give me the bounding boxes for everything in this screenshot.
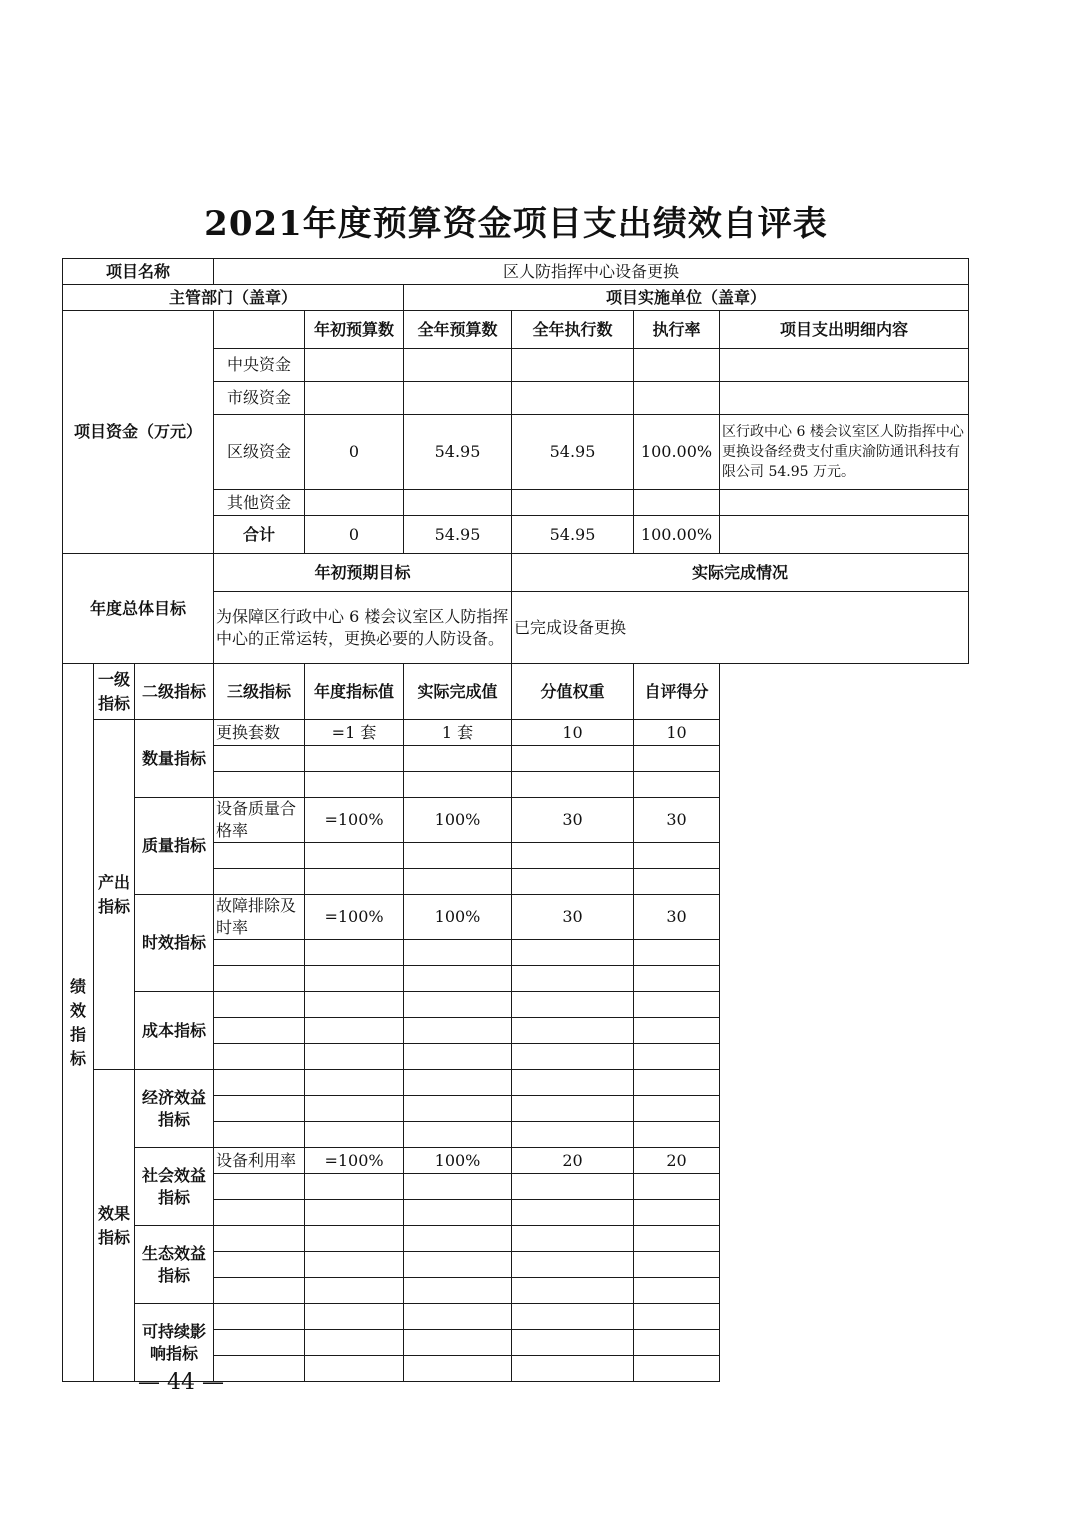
col-executed: 全年执行数: [512, 311, 634, 349]
empty-cell: [404, 1044, 512, 1070]
empty-cell: [634, 1018, 720, 1044]
indicator-name: 更换套数: [214, 720, 305, 746]
indicator-name: 设备质量合格率: [214, 798, 305, 843]
col-detail: 项目支出明细内容: [720, 311, 969, 349]
fund-row-name: 市级资金: [214, 382, 305, 415]
col-weight: 分值权重: [512, 664, 634, 720]
empty-cell: [404, 746, 512, 772]
empty-cell: [305, 1252, 404, 1278]
fund-row-name: 其他资金: [214, 490, 305, 516]
project-name-label: 项目名称: [63, 259, 214, 285]
empty-cell: [305, 1096, 404, 1122]
col-level2: 二级指标: [135, 664, 214, 720]
empty-cell: [634, 1174, 720, 1200]
empty-cell: [512, 1070, 634, 1096]
page-number: — 44 —: [138, 1370, 224, 1395]
empty-cell: [214, 869, 305, 895]
indicator-actual: 1 套: [404, 720, 512, 746]
empty-cell: [634, 1044, 720, 1070]
empty-cell: [305, 1122, 404, 1148]
fund-detail: [720, 490, 969, 516]
social-label: 社会效益指标: [135, 1148, 214, 1226]
empty-cell: [214, 1096, 305, 1122]
fund-total-annual: 54.95: [404, 516, 512, 554]
indicator-target: =1 套: [305, 720, 404, 746]
empty-cell: [634, 772, 720, 798]
indicator-weight: 30: [512, 895, 634, 940]
empty-cell: [305, 1018, 404, 1044]
fund-detail: [720, 382, 969, 415]
empty-cell: [305, 992, 404, 1018]
empty-cell: [305, 1200, 404, 1226]
fund-initial: 0: [305, 415, 404, 490]
empty-cell: [634, 992, 720, 1018]
empty-cell: [512, 746, 634, 772]
empty-cell: [404, 1356, 512, 1382]
empty-cell: [512, 1174, 634, 1200]
fund-total-executed: 54.95: [512, 516, 634, 554]
empty-cell: [512, 1200, 634, 1226]
empty-cell: [512, 1356, 634, 1382]
empty-cell: [404, 1226, 512, 1252]
empty-cell: [214, 1018, 305, 1044]
effect-indicators-label: 效果指标: [94, 1070, 135, 1382]
empty-cell: [634, 1330, 720, 1356]
empty-cell: [214, 1356, 305, 1382]
empty-cell: [512, 869, 634, 895]
output-indicators-label: 产出指标: [94, 720, 135, 1070]
empty-cell: [214, 1200, 305, 1226]
empty-cell: [634, 869, 720, 895]
empty-cell: [305, 843, 404, 869]
empty-cell: [214, 1122, 305, 1148]
indicator-score: 10: [634, 720, 720, 746]
empty-cell: [214, 746, 305, 772]
empty-cell: [634, 1304, 720, 1330]
empty-cell: [214, 966, 305, 992]
empty-cell: [305, 1044, 404, 1070]
impl-unit-label: 项目实施单位（盖章）: [404, 285, 969, 311]
empty-cell: [305, 940, 404, 966]
fund-rate: [634, 490, 720, 516]
timeliness-label: 时效指标: [135, 895, 214, 992]
empty-cell: [634, 1200, 720, 1226]
indicator-name: 故障排除及时率: [214, 895, 305, 940]
empty-cell: [512, 1122, 634, 1148]
empty-cell: [214, 772, 305, 798]
col-initial: 年初预算数: [305, 311, 404, 349]
empty-cell: [305, 1226, 404, 1252]
empty-cell: [512, 843, 634, 869]
empty-cell: [634, 966, 720, 992]
col-level1: 一级指标: [94, 664, 135, 720]
fund-row-name: 中央资金: [214, 349, 305, 382]
fund-total-rate: 100.00%: [634, 516, 720, 554]
empty-cell: [512, 1330, 634, 1356]
indicator-weight: 20: [512, 1148, 634, 1174]
fund-detail: 区行政中心 6 楼会议室区人防指挥中心更换设备经费支付重庆渝防通讯科技有限公司 54.95 万元。: [720, 415, 969, 490]
fund-rate: 100.00%: [634, 415, 720, 490]
fund-executed: 54.95: [512, 415, 634, 490]
empty-cell: [214, 1226, 305, 1252]
empty-cell: [214, 992, 305, 1018]
empty-cell: [214, 1252, 305, 1278]
empty-cell: [404, 1252, 512, 1278]
empty-cell: [634, 746, 720, 772]
fund-detail: [720, 349, 969, 382]
empty-cell: [512, 1018, 634, 1044]
fund-initial: [305, 382, 404, 415]
empty-cell: [404, 1122, 512, 1148]
indicator-weight: 10: [512, 720, 634, 746]
empty-cell: [404, 1174, 512, 1200]
empty-cell: [512, 1304, 634, 1330]
document-title: 2021年度预算资金项目支出绩效自评表: [204, 204, 828, 244]
indicator-target: =100%: [305, 798, 404, 843]
empty-cell: [214, 1278, 305, 1304]
empty-cell: [214, 1174, 305, 1200]
empty-cell: [634, 843, 720, 869]
empty-cell: [634, 1226, 720, 1252]
sustainable-label: 可持续影响指标: [135, 1304, 214, 1382]
col-rate: 执行率: [634, 311, 720, 349]
fund-row-name: 区级资金: [214, 415, 305, 490]
empty-cell: [634, 1122, 720, 1148]
col-annual: 全年预算数: [404, 311, 512, 349]
empty-cell: [305, 966, 404, 992]
empty-cell: [512, 966, 634, 992]
fund-executed: [512, 490, 634, 516]
empty-cell: [512, 940, 634, 966]
indicator-actual: 100%: [404, 1148, 512, 1174]
fund-rate: [634, 349, 720, 382]
indicator-score: 30: [634, 798, 720, 843]
quality-label: 质量指标: [135, 798, 214, 895]
fund-executed: [512, 349, 634, 382]
indicators-section-label: 绩效指标: [63, 664, 94, 1382]
funds-corner-cell: [214, 311, 305, 349]
empty-cell: [305, 1278, 404, 1304]
empty-cell: [305, 869, 404, 895]
fund-annual: [404, 349, 512, 382]
empty-cell: [404, 1278, 512, 1304]
empty-cell: [305, 1304, 404, 1330]
fund-total-detail: [720, 516, 969, 554]
expected-goal-label: 年初预期目标: [214, 554, 512, 592]
empty-cell: [305, 772, 404, 798]
empty-cell: [305, 1330, 404, 1356]
empty-cell: [305, 746, 404, 772]
cost-label: 成本指标: [135, 992, 214, 1070]
empty-cell: [634, 1278, 720, 1304]
actual-goal-text: 已完成设备更换: [512, 592, 969, 664]
empty-cell: [404, 1304, 512, 1330]
expected-goal-text: 为保障区行政中心 6 楼会议室区人防指挥中心的正常运转，更换必要的人防设备。: [214, 592, 512, 664]
indicator-target: =100%: [305, 895, 404, 940]
empty-cell: [305, 1356, 404, 1382]
empty-cell: [404, 869, 512, 895]
indicator-weight: 30: [512, 798, 634, 843]
empty-cell: [634, 1252, 720, 1278]
empty-cell: [404, 1200, 512, 1226]
col-level3: 三级指标: [214, 664, 305, 720]
empty-cell: [512, 992, 634, 1018]
empty-cell: [512, 1044, 634, 1070]
empty-cell: [634, 1070, 720, 1096]
empty-cell: [214, 1304, 305, 1330]
indicator-score: 20: [634, 1148, 720, 1174]
fund-annual: [404, 382, 512, 415]
fund-executed: [512, 382, 634, 415]
empty-cell: [512, 1226, 634, 1252]
fund-initial: [305, 349, 404, 382]
fund-total-initial: 0: [305, 516, 404, 554]
fund-annual: 54.95: [404, 415, 512, 490]
empty-cell: [404, 992, 512, 1018]
fund-initial: [305, 490, 404, 516]
empty-cell: [404, 1018, 512, 1044]
empty-cell: [404, 940, 512, 966]
indicator-target: =100%: [305, 1148, 404, 1174]
project-name-value: 区人防指挥中心设备更换: [214, 259, 969, 285]
indicator-score: 30: [634, 895, 720, 940]
indicator-name: 设备利用率: [214, 1148, 305, 1174]
empty-cell: [512, 772, 634, 798]
empty-cell: [512, 1096, 634, 1122]
fund-total-label: 合计: [214, 516, 305, 554]
funds-label: 项目资金（万元）: [63, 311, 214, 554]
fund-annual: [404, 490, 512, 516]
empty-cell: [404, 1330, 512, 1356]
empty-cell: [404, 843, 512, 869]
empty-cell: [634, 1096, 720, 1122]
quantity-label: 数量指标: [135, 720, 214, 798]
empty-cell: [512, 1252, 634, 1278]
ecological-label: 生态效益指标: [135, 1226, 214, 1304]
empty-cell: [214, 940, 305, 966]
empty-cell: [634, 1356, 720, 1382]
economic-label: 经济效益指标: [135, 1070, 214, 1148]
empty-cell: [305, 1174, 404, 1200]
empty-cell: [404, 1096, 512, 1122]
col-actual: 实际完成值: [404, 664, 512, 720]
empty-cell: [404, 1070, 512, 1096]
indicator-actual: 100%: [404, 798, 512, 843]
empty-cell: [634, 940, 720, 966]
empty-cell: [305, 1070, 404, 1096]
col-target: 年度指标值: [305, 664, 404, 720]
empty-cell: [214, 1330, 305, 1356]
empty-cell: [512, 1278, 634, 1304]
performance-table: [62, 258, 969, 1382]
indicator-actual: 100%: [404, 895, 512, 940]
actual-goal-label: 实际完成情况: [512, 554, 969, 592]
empty-cell: [404, 966, 512, 992]
empty-cell: [214, 843, 305, 869]
goals-label: 年度总体目标: [63, 554, 214, 664]
fund-rate: [634, 382, 720, 415]
dept-label: 主管部门（盖章）: [63, 285, 404, 311]
empty-cell: [214, 1044, 305, 1070]
empty-cell: [404, 772, 512, 798]
empty-cell: [214, 1070, 305, 1096]
col-score: 自评得分: [634, 664, 720, 720]
